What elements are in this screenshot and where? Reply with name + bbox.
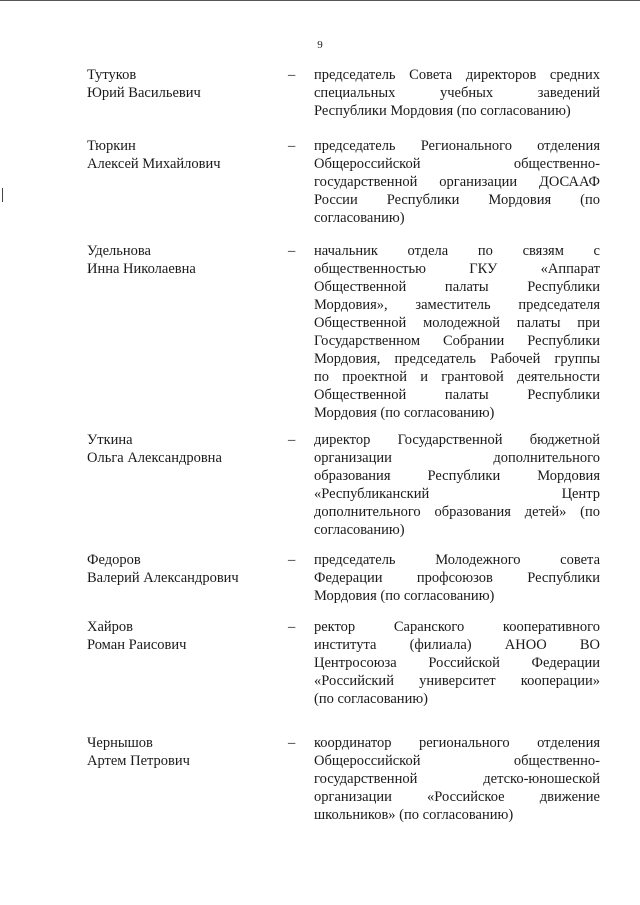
position-line: образования Республики Мордовия	[314, 468, 600, 484]
member-surname: Уткина	[87, 432, 133, 448]
member-name	[87, 137, 277, 173]
dash-separator: –	[288, 432, 296, 448]
position-line: координатор регионального отделения	[314, 735, 600, 751]
position-line: согласованию)	[314, 210, 405, 226]
position-line: председатель Молодежного совета	[314, 552, 600, 568]
position-line: дополнительного образования детей» (по	[314, 504, 600, 520]
position-line: Общественной молодежной палаты при	[314, 315, 600, 331]
member-name	[87, 66, 277, 102]
position-line: Общероссийской общественно-	[314, 753, 600, 769]
member-given-names: Инна Николаевна	[87, 261, 196, 277]
position-line: Республики Мордовия (по согласованию)	[314, 103, 571, 119]
position-line: ректор Саранского кооперативного	[314, 619, 600, 635]
position-line: общественностью ГКУ «Аппарат	[314, 261, 600, 277]
member-position	[314, 618, 600, 708]
position-line: организации дополнительного	[314, 450, 600, 466]
dash-separator: –	[288, 243, 296, 259]
member-surname: Федоров	[87, 552, 141, 568]
dash-separator: –	[288, 138, 296, 154]
member-given-names: Роман Раисович	[87, 637, 187, 653]
position-line: (по согласованию)	[314, 691, 428, 707]
member-given-names: Ольга Александровна	[87, 450, 222, 466]
member-surname: Чернышов	[87, 735, 153, 751]
position-line: института (филиала) АНОО ВО	[314, 637, 600, 653]
member-surname: Удельнова	[87, 243, 151, 259]
member-name	[87, 242, 277, 278]
position-line: Мордовия (по согласованию)	[314, 588, 495, 604]
position-line: Общественной палаты Республики	[314, 387, 600, 403]
member-position	[314, 431, 600, 539]
position-line: «Республиканский Центр	[314, 486, 600, 502]
dash-separator: –	[288, 735, 296, 751]
member-given-names: Юрий Васильевич	[87, 85, 201, 101]
member-surname: Тутуков	[87, 67, 137, 83]
scan-top-edge	[0, 0, 640, 1]
position-line: школьников» (по согласованию)	[314, 807, 514, 823]
member-given-names: Валерий Александрович	[87, 570, 239, 586]
position-line: по проектной и грантовой деятельности	[314, 369, 600, 385]
position-line: России Республики Мордовия (по	[314, 192, 600, 208]
position-line: председатель Совета директоров средних	[314, 67, 600, 83]
position-line: Федерации профсоюзов Республики	[314, 570, 600, 586]
position-line: Центросоюза Российской Федерации	[314, 655, 600, 671]
position-line: Мордовия», заместитель председателя	[314, 297, 600, 313]
position-line: Мордовия, председатель Рабочей группы	[314, 351, 600, 367]
position-line: Государственном Собрании Республики	[314, 333, 600, 349]
member-name	[87, 734, 277, 770]
position-line: «Российский университет кооперации»	[314, 673, 600, 689]
margin-mark	[2, 188, 3, 202]
position-line: согласованию)	[314, 522, 405, 538]
member-position	[314, 734, 600, 824]
position-line: директор Государственной бюджетной	[314, 432, 600, 448]
member-position	[314, 242, 600, 422]
dash-separator: –	[288, 552, 296, 568]
position-line: Мордовия (по согласованию)	[314, 405, 495, 421]
member-position	[314, 551, 600, 605]
dash-separator: –	[288, 67, 296, 83]
position-line: Общественной палаты Республики	[314, 279, 600, 295]
position-line: организации «Российское движение	[314, 789, 600, 805]
position-line: государственной детско-юношеской	[314, 771, 600, 787]
member-name	[87, 551, 277, 587]
member-name	[87, 431, 277, 467]
member-surname: Тюркин	[87, 138, 136, 154]
position-line: государственной организации ДОСААФ	[314, 174, 600, 190]
member-position	[314, 66, 600, 120]
member-given-names: Артем Петрович	[87, 753, 190, 769]
position-line: начальник отдела по связям с	[314, 243, 600, 259]
member-surname: Хайров	[87, 619, 134, 635]
position-line: председатель Регионального отделения	[314, 138, 600, 154]
member-position	[314, 137, 600, 227]
page-number: 9	[317, 39, 323, 51]
member-name	[87, 618, 277, 654]
position-line: специальных учебных заведений	[314, 85, 600, 101]
member-given-names: Алексей Михайлович	[87, 156, 221, 172]
dash-separator: –	[288, 619, 296, 635]
position-line: Общероссийской общественно-	[314, 156, 600, 172]
